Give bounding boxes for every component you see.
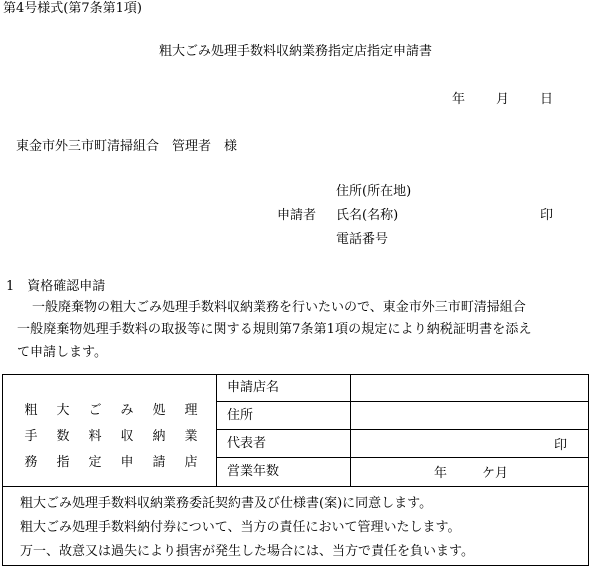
years-in-business-field[interactable]: [351, 458, 588, 486]
shop-address-field[interactable]: [351, 402, 588, 429]
category-label-char: 業: [184, 429, 198, 444]
category-label-char: 手: [24, 429, 38, 444]
section-paragraph-line: て申請します。: [17, 345, 107, 360]
table-divider: [3, 486, 588, 487]
category-label-char: 粗: [24, 403, 38, 418]
agreement-note: 万一、故意又は過失により損害が発生した場合には、当方で責任を負います。: [20, 544, 474, 559]
addressee: 東金市外三市町清掃組合 管理者 様: [16, 139, 238, 154]
category-label-char: 料: [88, 429, 102, 444]
shop-name-label: 申請店名: [227, 380, 280, 395]
category-label-char: み: [120, 403, 134, 418]
category-label-char: 処: [152, 403, 166, 418]
applicant-phone-label: 電話番号: [336, 232, 389, 247]
category-label-char: 理: [184, 403, 198, 418]
category-label-char: 指: [56, 455, 70, 470]
category-label-char: 定: [88, 455, 102, 470]
category-label-char: 収: [120, 429, 134, 444]
years-unit-month: ケ月: [482, 466, 509, 481]
applicant-name-label: 氏名(名称): [336, 208, 399, 223]
applicant-label: 申請者: [277, 208, 317, 223]
section-paragraph-line: 一般廃棄物の粗大ごみ処理手数料収納業務を行いたいので、東金市外三市町清掃組合: [32, 300, 526, 315]
years-unit-year: 年: [434, 466, 448, 481]
table-divider: [216, 375, 217, 486]
category-label-char: 店: [184, 455, 198, 470]
date-year-label: 年: [452, 92, 466, 107]
representative-seal-mark: 印: [554, 438, 568, 453]
category-label-row: [23, 399, 199, 418]
agreement-note: 粗大ごみ処理手数料収納業務委託契約書及び仕様書(案)に同意します。: [20, 496, 433, 511]
representative-label: 代表者: [227, 436, 267, 451]
years-in-business-label: 営業年数: [227, 464, 280, 479]
applicant-seal-mark: 印: [540, 208, 554, 223]
form-number: 第4号様式(第7条第1項): [3, 1, 142, 16]
category-label-row: [23, 425, 199, 444]
shop-name-field[interactable]: [351, 375, 588, 401]
category-label-char: 納: [152, 429, 166, 444]
section-paragraph-line: 一般廃棄物処理手数料の取扱等に関する規則第7条第1項の規定により納税証明書を添え: [17, 322, 532, 337]
category-label-row: [23, 451, 199, 470]
date-day-label: 日: [540, 92, 554, 107]
category-label-char: 数: [56, 429, 70, 444]
date-month-label: 月: [496, 92, 510, 107]
section-heading: 1 資格確認申請: [6, 279, 106, 294]
representative-field[interactable]: [351, 430, 551, 457]
agreement-note: 粗大ごみ処理手数料納付券について、当方の責任において管理いたします。: [20, 520, 461, 535]
category-label-char: ご: [88, 403, 102, 418]
category-label-char: 請: [152, 455, 166, 470]
shop-address-label: 住所: [227, 408, 254, 423]
category-label-char: 務: [24, 455, 38, 470]
category-label-char: 申: [120, 455, 134, 470]
applicant-address-label: 住所(所在地): [336, 184, 412, 199]
document-title: 粗大ごみ処理手数料収納業務指定店指定申請書: [158, 44, 432, 59]
category-label-char: 大: [56, 403, 70, 418]
